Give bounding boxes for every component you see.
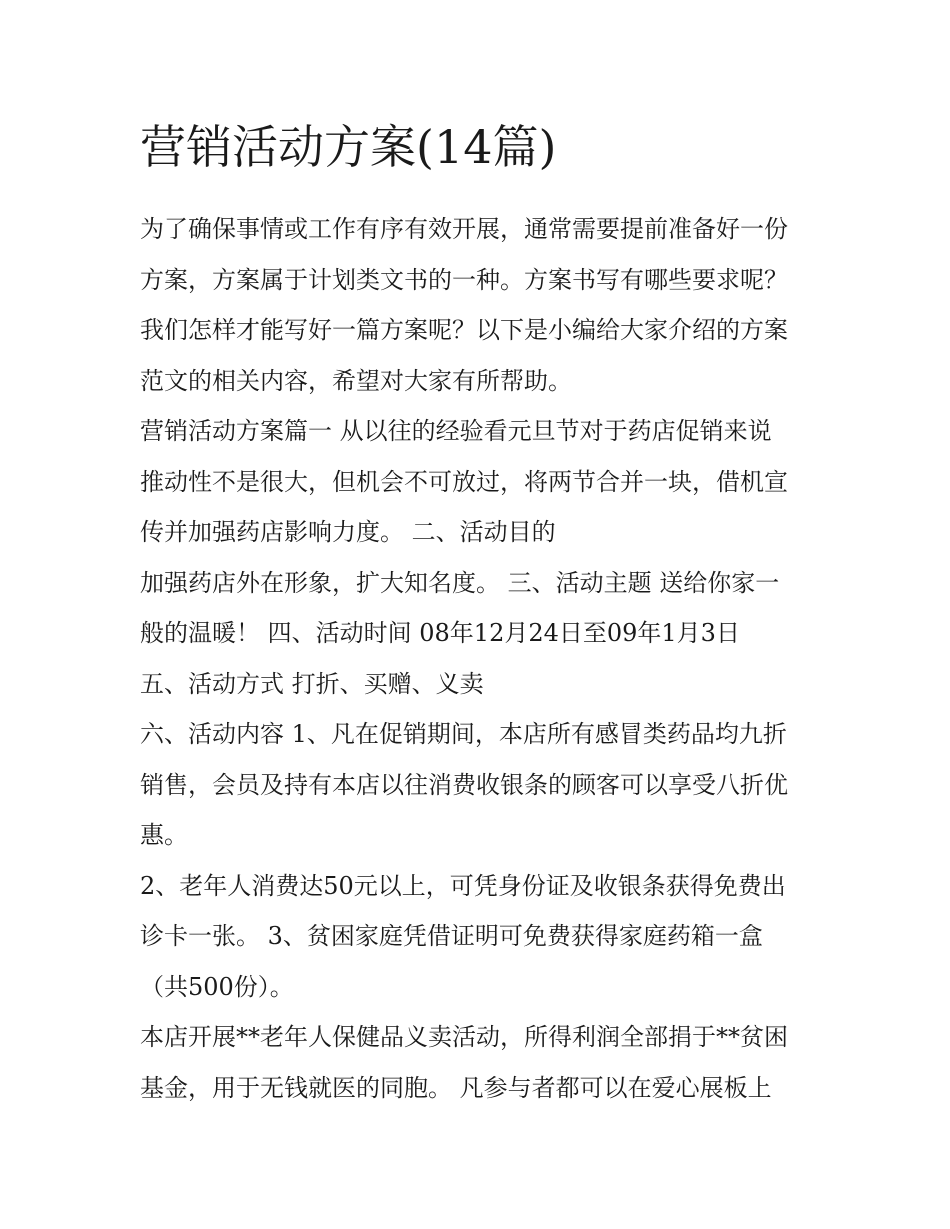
paragraph-line: （共500份）。 — [140, 972, 294, 1001]
paragraph — [140, 861, 820, 1013]
paragraph-line: 六、活动内容 1、凡在促销期间，本店所有感冒类药品均九折 — [140, 720, 787, 748]
paragraph-line: 惠。 — [140, 821, 188, 849]
paragraph-line: 诊卡一张。 3、贫困家庭凭借证明可免费获得家庭药箱一盒 — [140, 922, 763, 950]
paragraph-line: 销售，会员及持有本店以往消费收银条的顾客可以享受八折优 — [140, 770, 788, 799]
paragraph — [140, 709, 820, 861]
paragraph-line: 2、老年人消费达50元以上，可凭身份证及收银条获得免费出 — [140, 871, 786, 900]
paragraph-line: 本店开展**老年人保健品义卖活动，所得利润全部捐于**贫困 — [140, 1023, 788, 1051]
paragraph — [140, 204, 820, 406]
paragraph — [140, 659, 820, 710]
paragraph-line: 营销活动方案篇一 从以往的经验看元旦节对于药店促销来说 — [140, 417, 772, 445]
paragraph-line: 般的温暖！ 四、活动时间 08年12月24日至09年1月3日 — [140, 619, 740, 647]
paragraph-line: 我们怎样才能写好一篇方案呢？以下是小编给大家介绍的方案 — [140, 316, 788, 344]
document-body — [140, 204, 820, 1113]
document-page — [140, 112, 820, 1113]
paragraph-line: 加强药店外在形象，扩大知名度。 三、活动主题 送给你家一 — [140, 568, 780, 597]
paragraph-line: 传并加强药店影响力度。 二、活动目的 — [140, 518, 556, 546]
paragraph-line: 五、活动方式 打折、买赠、义卖 — [140, 669, 484, 698]
paragraph — [140, 1012, 820, 1113]
paragraph-line: 为了确保事情或工作有序有效开展，通常需要提前准备好一份 — [140, 215, 788, 243]
paragraph-line: 基金，用于无钱就医的同胞。 凡参与者都可以在爱心展板上 — [140, 1073, 772, 1102]
paragraph — [140, 558, 820, 659]
paragraph — [140, 406, 820, 558]
paragraph-line: 方案，方案属于计划类文书的一种。方案书写有哪些要求呢？ — [140, 265, 788, 294]
paragraph-line: 范文的相关内容，希望对大家有所帮助。 — [140, 366, 572, 395]
document-title: 营销活动方案(14篇) — [140, 120, 557, 174]
paragraph-line: 推动性不是很大，但机会不可放过，将两节合并一块，借机宣 — [140, 467, 788, 496]
